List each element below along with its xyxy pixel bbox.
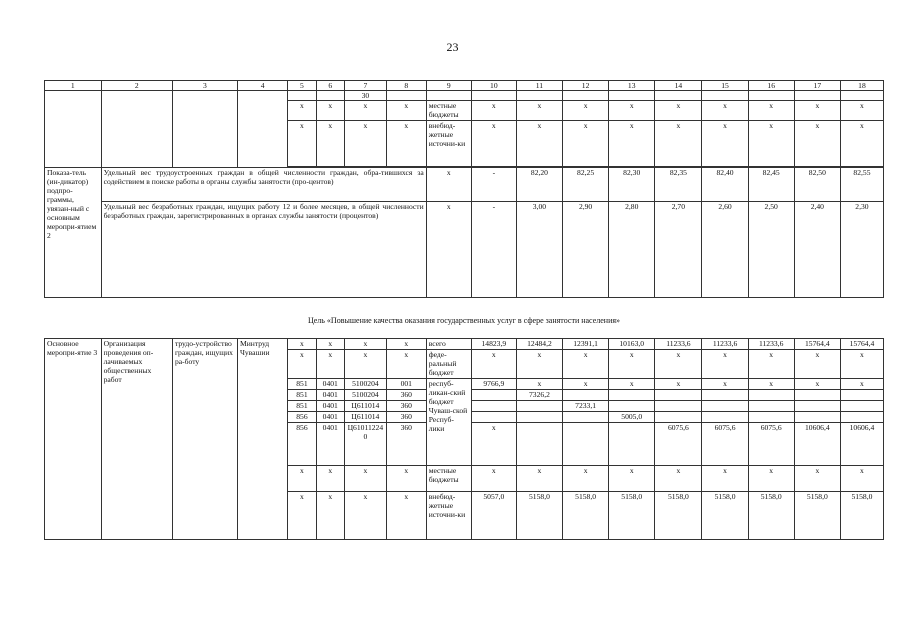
column-header: 5 — [288, 81, 316, 91]
executor: Минтруд Чувашии — [237, 339, 287, 540]
value-cell: х — [563, 466, 609, 492]
value-cell: 82,40 — [702, 168, 748, 202]
code-cell: х — [386, 466, 426, 492]
blank-cell — [45, 91, 102, 168]
code-cell: 360 — [386, 401, 426, 412]
value-cell: 5158,0 — [702, 492, 748, 540]
code-cell: 5100204 — [344, 390, 386, 401]
page-number: 23 — [446, 40, 459, 54]
funding-source: местные бюджеты — [426, 101, 471, 121]
value-cell: х — [794, 101, 840, 121]
value-cell: 11233,6 — [655, 339, 702, 350]
value-cell — [702, 412, 748, 423]
value-cell: х — [840, 121, 883, 167]
code-cell: х — [288, 121, 316, 167]
value-cell: х — [794, 350, 840, 379]
column-header: 11 — [516, 81, 562, 91]
blank-cell — [288, 91, 316, 101]
code-cell: х — [344, 350, 386, 379]
value-cell — [655, 390, 702, 401]
code-cell: х — [344, 101, 386, 121]
value-cell: 82,45 — [748, 168, 794, 202]
value-cell: 14823,9 — [471, 339, 516, 350]
blank-cell — [702, 91, 748, 101]
value-cell — [471, 412, 516, 423]
blank-cell — [794, 91, 840, 101]
value-cell — [609, 390, 655, 401]
code-cell: х — [316, 121, 344, 167]
code-cell: х — [288, 466, 316, 492]
value-cell: 5158,0 — [609, 492, 655, 540]
table-row — [45, 91, 884, 101]
code-cell: х — [344, 339, 386, 350]
value-cell: х — [471, 121, 516, 167]
value-cell: х — [748, 466, 794, 492]
value-cell: х — [609, 350, 655, 379]
value-cell: 82,35 — [655, 168, 702, 202]
value-cell: х — [655, 350, 702, 379]
value-cell: х — [702, 350, 748, 379]
value-cell: 10606,4 — [794, 423, 840, 466]
code-cell: х — [316, 101, 344, 121]
value-cell: х — [702, 379, 748, 390]
value-cell: х — [748, 101, 794, 121]
value-cell — [471, 401, 516, 412]
blank-cell — [516, 91, 562, 101]
value-cell — [702, 401, 748, 412]
value-cell: х — [794, 121, 840, 167]
code-cell: 851 — [288, 390, 316, 401]
value-cell: 7326,2 — [516, 390, 562, 401]
header-row — [45, 81, 884, 91]
column-header: 12 — [563, 81, 609, 91]
value-cell: 3,00 — [516, 202, 562, 298]
value-cell: х — [563, 379, 609, 390]
funding-source: местные бюджеты — [426, 466, 471, 492]
value-cell: х — [748, 350, 794, 379]
value-cell: х — [516, 466, 562, 492]
value-cell — [748, 390, 794, 401]
value-cell: 2,50 — [748, 202, 794, 298]
column-header: 7 — [344, 81, 386, 91]
value-cell: х — [794, 466, 840, 492]
value-cell: 2,80 — [609, 202, 655, 298]
value-cell — [563, 412, 609, 423]
value-cell — [840, 412, 883, 423]
column-header: 4 — [237, 81, 287, 91]
value-cell — [794, 401, 840, 412]
code-cell: х — [316, 339, 344, 350]
value-cell: х — [426, 202, 471, 298]
value-cell: 6075,6 — [748, 423, 794, 466]
column-header: 8 — [386, 81, 426, 91]
value-cell: 5057,0 — [471, 492, 516, 540]
value-cell: 11233,6 — [748, 339, 794, 350]
column-header: 1 — [45, 81, 102, 91]
code-cell: 5100204 — [344, 379, 386, 390]
value-cell: х — [609, 379, 655, 390]
value-cell: х — [702, 101, 748, 121]
code-cell: 856 — [288, 423, 316, 466]
code-cell: Ц611014 — [344, 401, 386, 412]
value-cell — [794, 390, 840, 401]
event-result: трудо-устройство граждан, ищущих ра-боту — [172, 339, 237, 540]
value-cell: 11233,6 — [702, 339, 748, 350]
column-header: 6 — [316, 81, 344, 91]
value-cell — [748, 412, 794, 423]
table-row — [45, 339, 884, 350]
column-header: 15 — [702, 81, 748, 91]
value-cell: 6075,6 — [702, 423, 748, 466]
goal-heading: Цель «Повышение качества оказания государственных услуг в сфере занятости населения» — [307, 316, 621, 325]
value-cell: 10163,0 — [609, 339, 655, 350]
value-cell: - — [471, 168, 516, 202]
value-cell: - — [471, 202, 516, 298]
value-cell: 10606,4 — [840, 423, 883, 466]
code-cell: 851 — [288, 379, 316, 390]
value-cell: х — [609, 121, 655, 167]
value-cell: х — [516, 101, 562, 121]
value-cell — [655, 412, 702, 423]
value-cell — [563, 390, 609, 401]
code-cell: х — [344, 466, 386, 492]
indicator-row — [45, 168, 884, 202]
value-cell: 82,55 — [840, 168, 883, 202]
value-cell — [840, 390, 883, 401]
column-header: 18 — [840, 81, 883, 91]
value-cell: 82,30 — [609, 168, 655, 202]
value-cell: х — [655, 379, 702, 390]
value-cell — [840, 401, 883, 412]
value-cell — [609, 401, 655, 412]
code-cell: х — [344, 492, 386, 540]
blank-cell — [840, 91, 883, 101]
value-cell: 5005,0 — [609, 412, 655, 423]
value-cell: 5158,0 — [516, 492, 562, 540]
code-cell: Ц611014 — [344, 412, 386, 423]
indicator-label: Показа-тель (ин-дикатор) подпро-граммы, увязан-ный с основным меропри-ятием 2 — [45, 168, 102, 298]
value-cell: х — [563, 121, 609, 167]
value-cell — [655, 401, 702, 412]
blank-cell — [172, 91, 237, 168]
blank-cell — [386, 91, 426, 101]
value-cell: х — [609, 466, 655, 492]
code-cell: х — [344, 121, 386, 167]
code-cell: Ц61011224 0 — [344, 423, 386, 466]
column-header: 16 — [748, 81, 794, 91]
indicator-text: Удельный вес безработных граждан, ищущих работу 12 и более месяцев, в общей численности безработных граждан, зарегистрированных в органах службы занятости (процентов) — [101, 202, 426, 298]
code-cell: 0401 — [316, 423, 344, 466]
carry-value: 30 — [344, 91, 386, 101]
code-cell: х — [386, 492, 426, 540]
column-header: 14 — [655, 81, 702, 91]
column-header: 17 — [794, 81, 840, 91]
value-cell: 12391,1 — [563, 339, 609, 350]
value-cell: х — [471, 466, 516, 492]
value-cell: х — [563, 350, 609, 379]
funding-source: внебюд-жетные источни-ки — [426, 121, 471, 167]
funding-source: феде-ральный бюджет — [426, 350, 471, 379]
code-cell: х — [386, 350, 426, 379]
value-cell: х — [471, 350, 516, 379]
value-cell: х — [609, 101, 655, 121]
value-cell: х — [426, 168, 471, 202]
code-cell: х — [386, 101, 426, 121]
column-header: 2 — [101, 81, 172, 91]
value-cell: 2,90 — [563, 202, 609, 298]
code-cell: 001 — [386, 379, 426, 390]
blank-cell — [471, 91, 516, 101]
value-cell: 82,20 — [516, 168, 562, 202]
value-cell: 5158,0 — [840, 492, 883, 540]
code-cell: 0401 — [316, 390, 344, 401]
indicator-row — [45, 202, 884, 232]
code-cell: 360 — [386, 412, 426, 423]
value-cell: х — [702, 121, 748, 167]
value-cell: 2,40 — [794, 202, 840, 298]
code-cell: 851 — [288, 401, 316, 412]
value-cell: 15764,4 — [794, 339, 840, 350]
code-cell: 360 — [386, 423, 426, 466]
blank-cell — [655, 91, 702, 101]
column-header: 3 — [172, 81, 237, 91]
table-bottom — [44, 338, 884, 540]
table-top — [44, 80, 884, 298]
value-cell: х — [655, 121, 702, 167]
blank-cell — [237, 91, 287, 168]
value-cell: 12484,2 — [516, 339, 562, 350]
value-cell: х — [748, 379, 794, 390]
code-cell: х — [316, 466, 344, 492]
code-cell: х — [288, 339, 316, 350]
code-cell: 0401 — [316, 412, 344, 423]
value-cell: 82,25 — [563, 168, 609, 202]
event-label: Основное меропри-ятие 3 — [45, 339, 102, 540]
code-cell: х — [316, 350, 344, 379]
indicator-text: Удельный вес трудоустроенных граждан в общей численности граждан, обра-тившихся за содействием в поиске работы в органы службы занятости (про-центов) — [101, 168, 426, 202]
funding-source: внебюд-жетные источни-ки — [426, 492, 471, 540]
funding-source: респуб-ликан-ский бюджет Чуваш-ской Респуб-лики — [426, 379, 471, 466]
value-cell: х — [655, 101, 702, 121]
column-header: 13 — [609, 81, 655, 91]
code-cell: 856 — [288, 412, 316, 423]
value-cell: 5158,0 — [748, 492, 794, 540]
code-cell: х — [288, 101, 316, 121]
value-cell: 5158,0 — [655, 492, 702, 540]
column-header: 10 — [471, 81, 516, 91]
value-cell: 5158,0 — [794, 492, 840, 540]
value-cell: х — [516, 379, 562, 390]
blank-cell — [316, 91, 344, 101]
blank-cell — [101, 91, 172, 168]
value-cell — [748, 401, 794, 412]
value-cell: 5158,0 — [563, 492, 609, 540]
value-cell — [471, 390, 516, 401]
code-cell: 360 — [386, 390, 426, 401]
value-cell — [516, 412, 562, 423]
value-cell — [516, 401, 562, 412]
value-cell: х — [748, 121, 794, 167]
value-cell: х — [471, 423, 516, 466]
value-cell — [609, 423, 655, 466]
code-cell: х — [386, 339, 426, 350]
value-cell: х — [840, 379, 883, 390]
code-cell: х — [316, 492, 344, 540]
value-cell: х — [794, 379, 840, 390]
value-cell: 2,30 — [840, 202, 883, 298]
code-cell: х — [288, 350, 316, 379]
code-cell: 0401 — [316, 379, 344, 390]
blank-cell — [426, 91, 471, 101]
value-cell — [794, 412, 840, 423]
value-cell: х — [516, 350, 562, 379]
code-cell: 0401 — [316, 401, 344, 412]
value-cell: х — [563, 101, 609, 121]
value-cell: х — [840, 466, 883, 492]
value-cell: 9766,9 — [471, 379, 516, 390]
value-cell — [516, 423, 562, 466]
blank-cell — [563, 91, 609, 101]
funding-source: всего — [426, 339, 471, 350]
value-cell: х — [471, 101, 516, 121]
code-cell: х — [288, 492, 316, 540]
event-name: Организация проведения оп-лачиваемых общественных работ — [101, 339, 172, 540]
value-cell: 15764,4 — [840, 339, 883, 350]
value-cell: х — [840, 350, 883, 379]
value-cell: х — [702, 466, 748, 492]
value-cell — [702, 390, 748, 401]
value-cell: х — [516, 121, 562, 167]
value-cell: 82,50 — [794, 168, 840, 202]
blank-cell — [748, 91, 794, 101]
value-cell: 2,70 — [655, 202, 702, 298]
value-cell: х — [655, 466, 702, 492]
value-cell: 6075,6 — [655, 423, 702, 466]
value-cell: х — [840, 101, 883, 121]
column-header: 9 — [426, 81, 471, 91]
value-cell — [563, 423, 609, 466]
code-cell: х — [386, 121, 426, 167]
blank-cell — [609, 91, 655, 101]
value-cell: 7233,1 — [563, 401, 609, 412]
value-cell: 2,60 — [702, 202, 748, 298]
